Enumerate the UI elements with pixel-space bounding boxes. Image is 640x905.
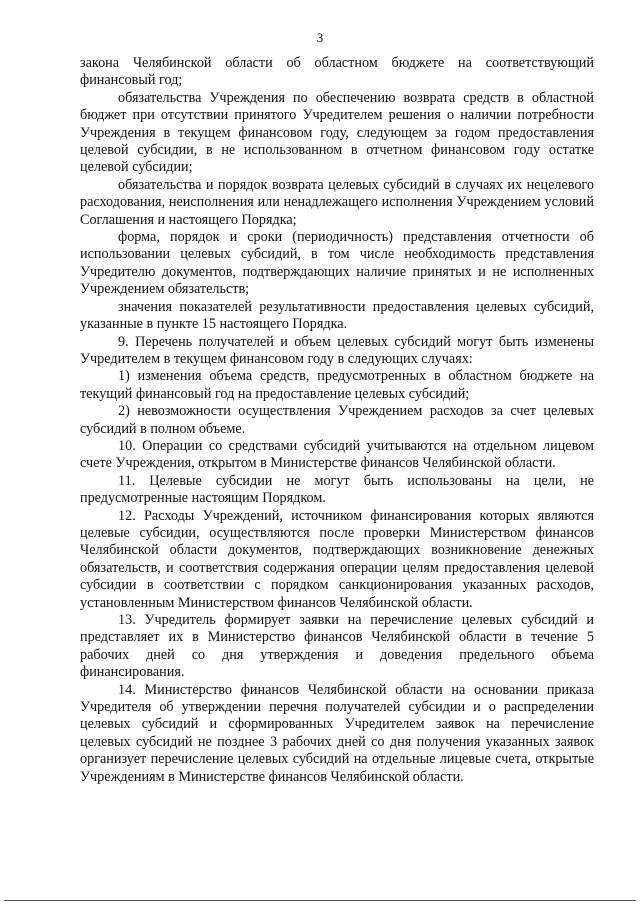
paragraph-continuation: закона Челябинской области об областном бюджете на соответствующий финансовый год; xyxy=(80,55,594,89)
paragraph-item-9-case-2: 2) невозможности осуществления Учреждением расходов за счет целевых субсидий в полном объеме. xyxy=(80,403,594,437)
paragraph-item-14: 14. Министерство финансов Челябинской области на основании приказа Учредителя об утверждении перечня получателей субсидии и о распределении целевых субсидий и сформированных Учредителем заявок на перечисление целевых субсидий не позднее 3 рабочих дней со дня получения указанных заявок организует перечисление целевых субсидий на отдельные лицевые счета, открытые Учреждениям в Министерстве финансов Челябинской области. xyxy=(80,681,594,785)
paragraph-reporting-form: форма, порядок и сроки (периодичность) представления отчетности об использовании целевых субсидий, в том числе необходимость представления Учредителю документов, подтверждающих наличие принятых и не исполненных Учреждением обязательств; xyxy=(80,229,594,298)
document-body xyxy=(80,55,594,786)
paragraph-item-9-case-1: 1) изменения объема средств, предусмотренных в областном бюджете на текущий финансовый год на предоставление целевых субсидий; xyxy=(80,368,594,402)
paragraph-item-13: 13. Учредитель формирует заявки на перечисление целевых субсидий и представляет их в Министерство финансов Челябинской области в течение 5 рабочих дней со дня утверждения и доведения предельного объема финансирования. xyxy=(80,612,594,681)
paragraph-obligations-misuse: обязательства и порядок возврата целевых субсидий в случаях их нецелевого расходования, неисполнения или ненадлежащего исполнения Учреждением условий Соглашения и настоящего Порядка; xyxy=(80,176,594,228)
page-number: 3 xyxy=(316,30,324,45)
paragraph-item-11: 11. Целевые субсидии не могут быть использованы на цели, не предусмотренные настоящим Порядком. xyxy=(80,472,594,507)
bottom-divider xyxy=(4,900,636,901)
paragraph-item-9: 9. Перечень получателей и объем целевых субсидий могут быть изменены Учредителем в текущем финансовом году в следующих случаях: xyxy=(80,333,594,367)
paragraph-item-12: 12. Расходы Учреждений, источником финансирования которых являются целевые субсидии, осуществляются после проверки Министерством финансов Челябинской области документов, подтверждающих возникновение денежных обязательств, и соответствия содержания операции целям предоставления целевой субсидии в соответствии с порядком санкционирования указанных расходов, установленным Министерством финансов Челябинской области. xyxy=(80,507,594,611)
paragraph-item-10: 10. Операции со средствами субсидий учитываются на отдельном лицевом счете Учреждения, открытом в Министерстве финансов Челябинской области. xyxy=(80,437,594,472)
paragraph-performance-indicators: значения показателей результативности предоставления целевых субсидий, указанные в пункте 15 настоящего Порядка. xyxy=(80,298,594,333)
paragraph-obligations-refund: обязательства Учреждения по обеспечению возврата средств в областной бюджет при отсутствии принятого Учредителем решения о наличии потребности Учреждения в текущем финансовом году, следующем за годом предоставления целевой субсидии, в не использованном в отчетном финансовом году остатке целевой субсидии; xyxy=(80,89,594,176)
